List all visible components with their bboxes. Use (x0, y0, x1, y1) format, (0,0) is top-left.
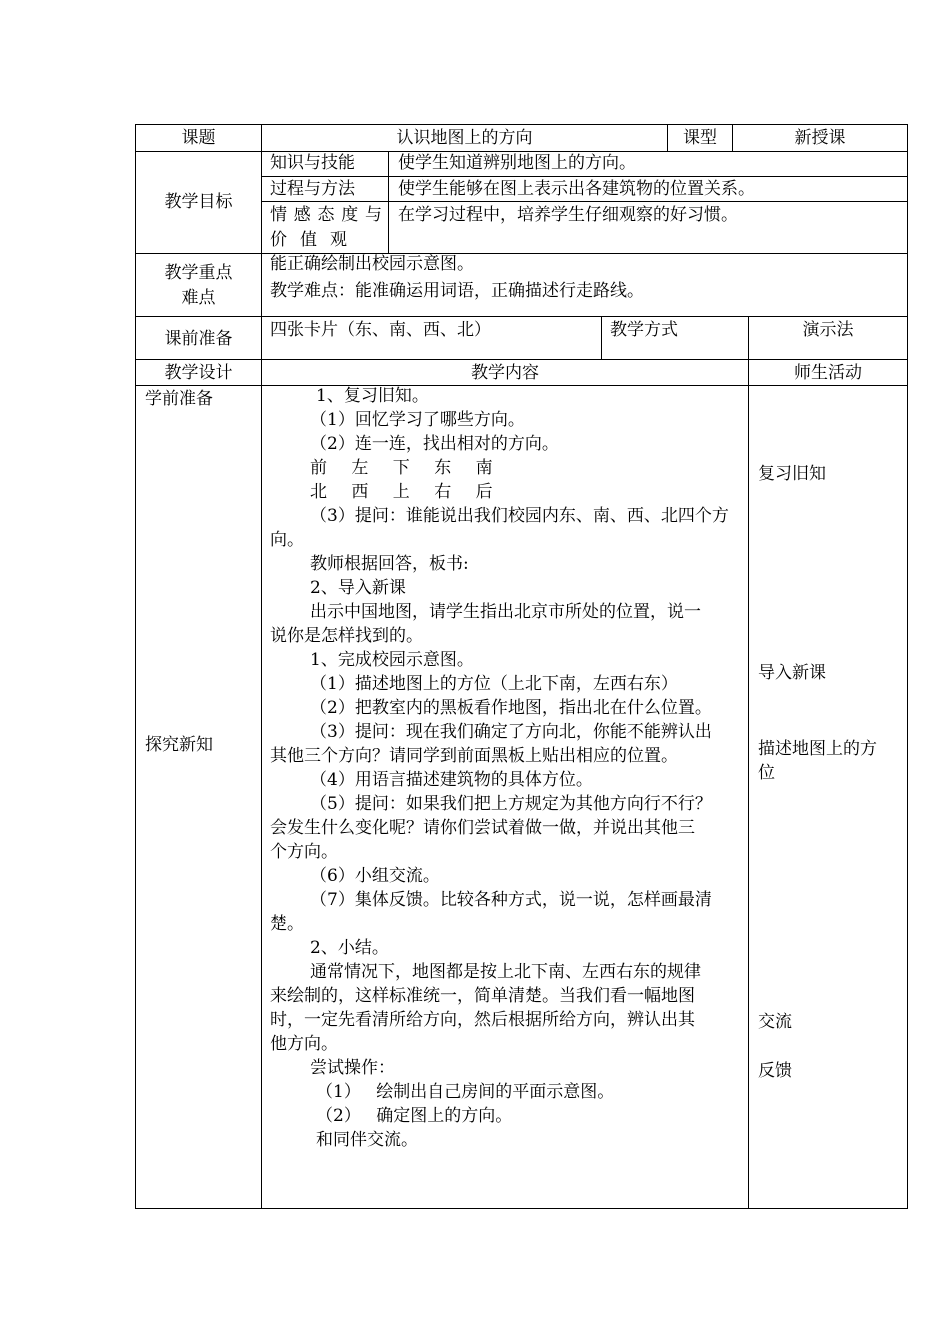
objective-text: 使学生知道辨别地图上的方向。 (398, 153, 636, 173)
activity-intro: 导入新课 (758, 663, 826, 683)
content-line: （1）回忆学习了哪些方向。 (310, 410, 525, 430)
content-line: （5）提问：如果我们把上方规定为其他方向行不行？ (310, 794, 712, 814)
key-point-text: 教学难点：能准确运用词语，正确描述行走路线。 (270, 281, 644, 301)
activity-col-label: 师生活动 (794, 363, 862, 383)
activity-describe: 位 (758, 763, 775, 783)
content-line: （6）小组交流。 (310, 866, 440, 886)
content-line: （7）集体反馈。比较各种方式，说一说，怎样画最清 (310, 890, 712, 910)
content-line: （2） 确定图上的方向。 (316, 1106, 513, 1126)
table-border-right (907, 124, 908, 1209)
content-line: （1） 绘制出自己房间的平面示意图。 (316, 1082, 615, 1102)
content-line: 1、复习旧知。 (316, 386, 429, 406)
design-col-label: 教学设计 (164, 363, 233, 383)
section-label-pre: 学前准备 (145, 389, 213, 409)
topic-label: 课题 (181, 128, 216, 148)
content-line: 教师根据回答，板书: (310, 554, 469, 574)
content-line: 前 左 下 东 南 (310, 458, 493, 478)
table-border-top (135, 124, 908, 125)
activity-review: 复习旧知 (758, 464, 826, 484)
content-line: 他方向。 (270, 1034, 338, 1054)
type-value: 新授课 (794, 128, 846, 148)
objective-name: 知识与技能 (270, 153, 355, 173)
content-line: 通常情况下，地图都是按上北下南、左西右东的规律 (310, 962, 701, 982)
content-line: 时，一定先看清所给方向，然后根据所给方向，辨认出其 (270, 1010, 695, 1030)
key-point-text: 能正确绘制出校园示意图。 (270, 254, 474, 274)
method-label: 教学方式 (610, 320, 678, 340)
content-line: （3）提问：现在我们确定了方向北，你能不能辨认出 (310, 722, 712, 742)
content-line: 楚。 (270, 914, 304, 934)
activity-feedback: 反馈 (758, 1061, 792, 1081)
content-line: 2、小结。 (310, 938, 389, 958)
content-line: 1、完成校园示意图。 (310, 650, 474, 670)
content-line: 来绘制的，这样标准统一，简单清楚。当我们看一幅地图 (270, 986, 695, 1006)
section-label-explore: 探究新知 (145, 735, 213, 755)
content-line: 尝试操作： (310, 1058, 395, 1078)
activity-exchange: 交流 (758, 1012, 792, 1032)
key-points-label: 教学重点 (164, 263, 233, 283)
type-label: 课型 (683, 128, 717, 148)
content-line: 和同伴交流。 (316, 1130, 418, 1150)
table-col-divider (261, 124, 262, 1209)
preparation-text: 四张卡片（东、南、西、北） (270, 320, 491, 340)
table-rule (135, 253, 908, 254)
objective-name: 情感态度与 (270, 205, 382, 225)
content-line: 个方向。 (270, 842, 338, 862)
content-col-label: 教学内容 (471, 363, 539, 383)
objective-text: 使学生能够在图上表示出各建筑物的位置关系。 (398, 179, 755, 199)
table-rule (261, 201, 908, 202)
table-rule (135, 359, 908, 360)
table-rule (261, 176, 908, 177)
objective-name: 过程与方法 (270, 179, 355, 199)
content-line: （2）连一连，找出相对的方向。 (310, 434, 559, 454)
table-rule (135, 316, 908, 317)
content-line: （1）描述地图上的方位（上北下南，左西右东） (310, 674, 678, 694)
content-line: （3）提问：谁能说出我们校园内东、南、西、北四个方 (310, 506, 729, 526)
activity-describe: 描述地图上的方 (758, 739, 877, 759)
content-line: 向。 (270, 530, 304, 550)
objectives-label: 教学目标 (164, 192, 233, 212)
key-points-label: 难点 (181, 288, 216, 308)
table-col-divider (601, 316, 602, 360)
method-value: 演示法 (802, 320, 854, 340)
content-line: 出示中国地图，请学生指出北京市所处的位置，说一 (310, 602, 701, 622)
content-line: （2）把教室内的黑板看作地图，指出北在什么位置。 (310, 698, 712, 718)
content-line: （4）用语言描述建筑物的具体方位。 (310, 770, 593, 790)
objective-text: 在学习过程中，培养学生仔细观察的好习惯。 (398, 205, 738, 225)
preparation-label: 课前准备 (164, 329, 233, 349)
objective-name: 价值观 (270, 230, 347, 250)
content-line: 2、导入新课 (310, 578, 406, 598)
content-line: 说你是怎样找到的。 (270, 626, 423, 646)
topic-title: 认识地图上的方向 (396, 128, 533, 148)
content-line: 会发生什么变化呢？请你们尝试着做一做，并说出其他三 (270, 818, 695, 838)
table-col-divider (388, 151, 389, 254)
table-border-bottom (135, 1208, 908, 1209)
content-line: 其他三个方向？请同学到前面黑板上贴出相应的位置。 (270, 746, 678, 766)
content-line: 北 西 上 右 后 (310, 482, 493, 502)
